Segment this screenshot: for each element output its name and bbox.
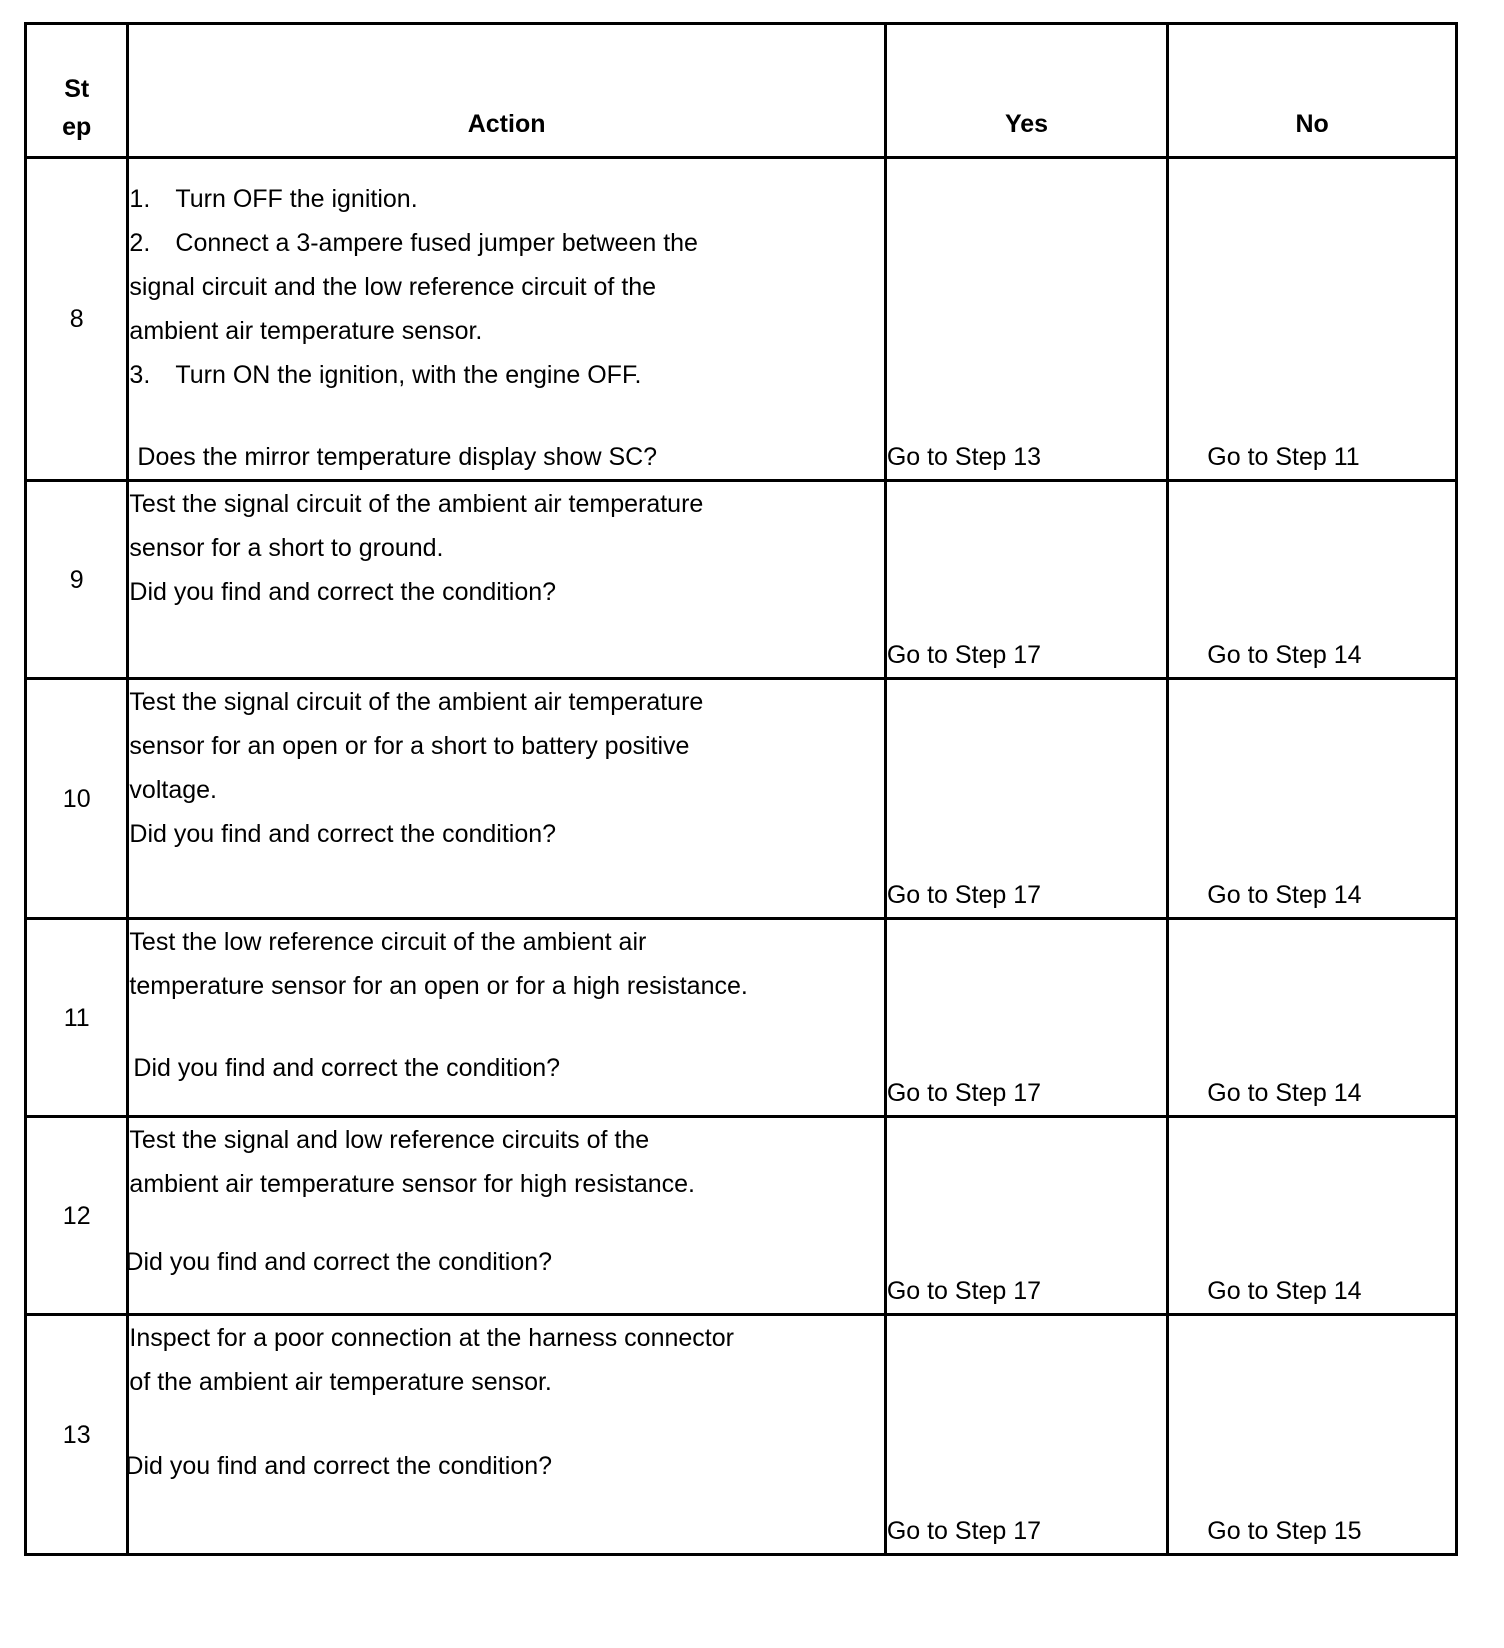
action-line: Did you find and correct the condition?: [129, 820, 557, 848]
action-line: ambient air temperature sensor for high resistance.: [129, 1170, 695, 1198]
action-cell: [125, 1315, 885, 1555]
table-row-step-10: [26, 679, 1457, 919]
action-cell: [128, 919, 885, 1117]
step-number: 13: [26, 1315, 128, 1555]
yes-header: Yes: [885, 24, 1167, 158]
table-row-step-8: [26, 158, 1457, 481]
action-line: ambient air temperature sensor.: [129, 317, 483, 345]
spacer: [129, 397, 883, 435]
spacer: [129, 1206, 883, 1240]
step-number: 11: [26, 919, 128, 1117]
step-header: [26, 24, 128, 158]
action-line: Test the low reference circuit of the ambient air: [129, 928, 647, 956]
action-line: Test the signal and low reference circuits of the: [129, 1126, 650, 1154]
action-line: Did you find and correct the condition?: [129, 578, 557, 606]
step-header-line2: ep: [62, 113, 92, 141]
action-line: [129, 353, 883, 397]
no-cell: Go to Step 14: [1168, 481, 1457, 679]
action-cell: [128, 158, 885, 481]
action-text: Turn ON the ignition, with the engine OFF.: [175, 361, 642, 389]
step-header-line1: St: [64, 75, 90, 103]
yes-cell: Go to Step 13: [885, 158, 1167, 481]
spacer: [129, 1008, 883, 1046]
no-cell: Go to Step 14: [1168, 1117, 1457, 1315]
yes-cell: Go to Step 17: [885, 679, 1167, 919]
no-header: No: [1168, 24, 1457, 158]
yes-cell: Go to Step 17: [885, 919, 1167, 1117]
yes-cell: Go to Step 17: [885, 481, 1167, 679]
yes-cell: Go to Step 17: [885, 1117, 1167, 1315]
action-line: Test the signal circuit of the ambient air temperature: [129, 490, 704, 518]
yes-cell: Go to Step 17: [885, 1315, 1167, 1555]
step-number: 12: [26, 1117, 128, 1315]
action-question: Does the mirror temperature display show SC?: [137, 443, 658, 471]
header-row: [26, 24, 1457, 158]
action-cell: [128, 679, 885, 919]
no-cell: Go to Step 15: [1168, 1315, 1457, 1555]
action-line: [129, 221, 883, 265]
action-line: sensor for a short to ground.: [129, 534, 444, 562]
no-cell: Go to Step 11: [1168, 158, 1457, 481]
list-number: 2.: [129, 229, 151, 257]
action-header: Action: [128, 24, 885, 158]
action-text: Connect a 3-ampere fused jumper between the: [175, 229, 698, 257]
action-question: Did you find and correct the condition?: [133, 1054, 561, 1082]
table-row-step-13: [26, 1315, 1457, 1555]
action-cell: [125, 1117, 885, 1315]
spacer: [129, 1404, 883, 1444]
action-question: Did you find and correct the condition?: [125, 1452, 553, 1480]
list-number: 1.: [129, 185, 151, 213]
step-number: 10: [26, 679, 128, 919]
step-number: 9: [26, 481, 128, 679]
no-cell: Go to Step 14: [1168, 679, 1457, 919]
action-cell: [128, 481, 885, 679]
action-question: Did you find and correct the condition?: [125, 1248, 553, 1276]
table-row-step-11: [26, 919, 1457, 1117]
action-line: of the ambient air temperature sensor.: [129, 1368, 552, 1396]
action-text: Turn OFF the ignition.: [175, 185, 418, 213]
action-line: temperature sensor for an open or for a high resistance.: [129, 972, 748, 1000]
action-line: [129, 177, 883, 221]
action-line: voltage.: [129, 776, 217, 804]
step-number: 8: [26, 158, 128, 481]
action-line: sensor for an open or for a short to battery positive: [129, 732, 690, 760]
no-cell: Go to Step 14: [1168, 919, 1457, 1117]
list-number: 3.: [129, 361, 151, 389]
table-row-step-9: [26, 481, 1457, 679]
diagnostic-table: [24, 22, 1458, 1556]
action-line: Test the signal circuit of the ambient air temperature: [129, 688, 704, 716]
table-row-step-12: [26, 1117, 1457, 1315]
action-line: signal circuit and the low reference circuit of the: [129, 273, 657, 301]
action-line: Inspect for a poor connection at the harness connector: [129, 1324, 734, 1352]
